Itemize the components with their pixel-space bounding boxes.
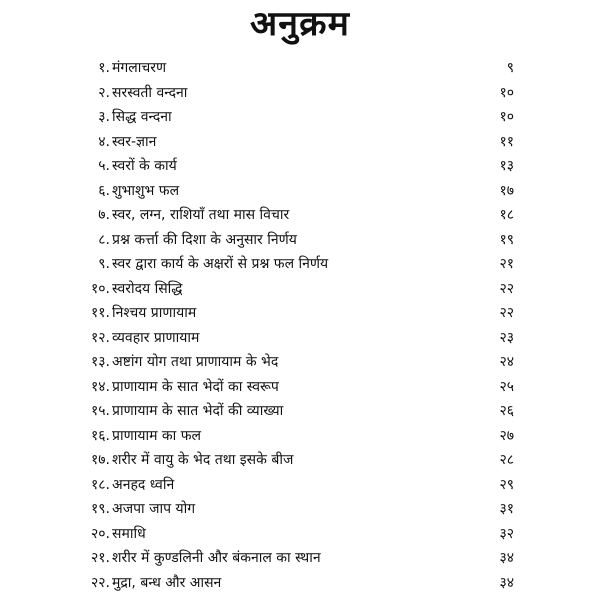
page-number: १० — [499, 84, 514, 101]
contents-row — [82, 326, 514, 351]
contents-row — [82, 375, 514, 400]
page-number: १० — [499, 109, 514, 125]
chapter-title: व्यवहार प्राणायाम — [112, 329, 200, 346]
page-title: अनुक्रम — [249, 4, 351, 44]
page-number: २५ — [499, 378, 514, 395]
chapter-title: शुभाशुभ फल — [112, 182, 180, 199]
chapter-number: ९. — [98, 256, 110, 272]
chapter-title: मुद्रा, बन्ध और आसन — [112, 574, 222, 591]
page-number: २१ — [499, 256, 514, 272]
chapter-title: सरस्वती वन्दना — [112, 84, 188, 101]
chapter-number: १८. — [90, 476, 110, 493]
page-number: २६ — [499, 403, 514, 419]
contents-row — [82, 154, 514, 179]
chapter-number: ५. — [98, 158, 110, 174]
contents-row — [82, 497, 514, 522]
contents-row — [82, 301, 514, 326]
chapter-number: ७. — [98, 207, 110, 223]
chapter-title: मंगलाचरण — [112, 60, 167, 76]
page-number: ३४ — [499, 574, 514, 591]
contents-row — [82, 179, 514, 204]
page-number: ३४ — [499, 550, 514, 566]
chapter-number: १५. — [90, 403, 110, 419]
page-number: २२ — [499, 305, 514, 321]
contents-row — [82, 473, 514, 498]
page-number: ९ — [506, 60, 514, 76]
chapter-title: स्वरोदय सिद्धि — [112, 280, 183, 297]
contents-row — [82, 105, 514, 130]
contents-row — [82, 448, 514, 473]
chapter-number: १६. — [90, 427, 110, 444]
page-number: २८ — [499, 452, 514, 468]
chapter-title: स्वर, लग्न, राशियाँ तथा मास विचार — [112, 207, 290, 223]
page-number: ११ — [499, 133, 514, 150]
page-number: २३ — [499, 329, 514, 346]
contents-row — [82, 522, 514, 547]
contents-row — [82, 203, 514, 228]
chapter-title: निश्चय प्राणायाम — [112, 305, 197, 321]
contents-row — [82, 252, 514, 277]
chapter-title: अष्टांग योग तथा प्राणायाम के भेद — [112, 354, 279, 370]
contents-row — [82, 571, 514, 596]
chapter-title: स्वर-ज्ञान — [112, 133, 157, 150]
chapter-number: १०. — [90, 280, 110, 297]
chapter-title: सिद्ध वन्दना — [112, 109, 172, 125]
chapter-title: प्राणायाम के सात भेदों का स्वरूप — [112, 378, 279, 395]
chapter-title: प्रश्न कर्त्ता की दिशा के अनुसार निर्णय — [112, 231, 297, 248]
chapter-title: शरीर में कुण्डलिनी और बंकनाल का स्थान — [112, 550, 321, 566]
chapter-title: शरीर में वायु के भेद तथा इसके बीज — [112, 452, 294, 468]
page-number: २७ — [499, 427, 514, 444]
chapter-title: अनहद ध्वनि — [112, 476, 175, 493]
contents-row — [82, 424, 514, 449]
chapter-number: १. — [98, 60, 110, 76]
page-number: १८ — [499, 207, 514, 223]
chapter-title: प्राणायाम का फल — [112, 427, 202, 444]
page-number: १३ — [499, 158, 514, 174]
page-number: ३१ — [499, 501, 514, 517]
page-number: २४ — [499, 354, 514, 370]
page-number: २९ — [499, 476, 514, 493]
chapter-number: ६. — [98, 182, 110, 199]
chapter-title: स्वरों के कार्य — [112, 158, 177, 174]
chapter-number: १२. — [90, 329, 110, 346]
chapter-number: १३. — [90, 354, 110, 370]
chapter-number: १९. — [90, 501, 110, 517]
chapter-number: १७. — [90, 452, 110, 468]
chapter-number: २. — [98, 84, 110, 101]
page-number: २२ — [499, 280, 514, 297]
chapter-number: ११. — [90, 305, 110, 321]
chapter-number: २२. — [90, 574, 110, 591]
chapter-number: २०. — [90, 525, 110, 542]
contents-row — [82, 56, 514, 81]
chapter-number: १४. — [90, 378, 110, 395]
page-number: १७ — [499, 182, 514, 199]
chapter-number: ८. — [98, 231, 110, 248]
chapter-title: प्राणायाम के सात भेदों की व्याख्या — [112, 403, 284, 419]
contents-row — [82, 350, 514, 375]
chapter-number: ४. — [98, 133, 110, 150]
chapter-title: समाधि — [112, 525, 146, 542]
contents-row — [82, 130, 514, 155]
chapter-title: स्वर द्वारा कार्य के अक्षरों से प्रश्न फल निर्णय — [112, 256, 329, 272]
contents-row — [82, 399, 514, 424]
contents-row — [82, 546, 514, 571]
contents-list — [82, 56, 514, 595]
page-number: ३२ — [499, 525, 514, 542]
contents-row — [82, 228, 514, 253]
chapter-title: अजपा जाप योग — [112, 501, 196, 517]
chapter-number: २१. — [90, 550, 110, 566]
page-number: १९ — [499, 231, 514, 248]
contents-row — [82, 81, 514, 106]
contents-row — [82, 277, 514, 302]
chapter-number: ३. — [98, 109, 110, 125]
